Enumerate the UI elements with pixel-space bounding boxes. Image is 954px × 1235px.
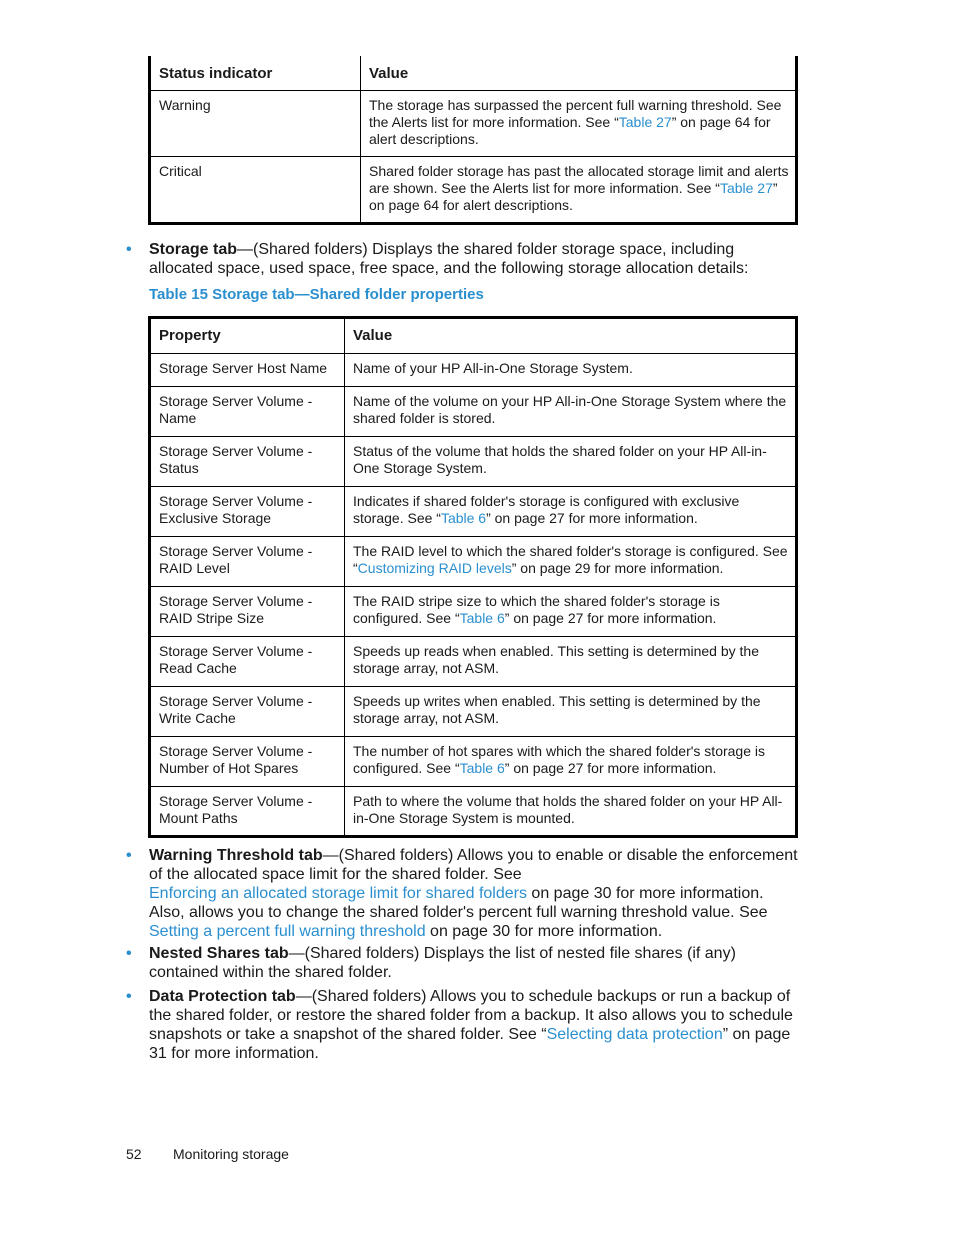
value-cell: Speeds up reads when enabled. This setting is determined by the storage array, not ASM. xyxy=(345,637,797,687)
nested-shares-tab-label: Nested Shares tab xyxy=(149,945,289,962)
table-row xyxy=(150,787,797,837)
warning-threshold-tab-label: Warning Threshold tab xyxy=(149,847,323,864)
table-row xyxy=(150,687,797,737)
storage-tab-description: —(Shared folders) Displays the shared folder storage space, including allocated space, used space, free space, and the following storage allocation details: xyxy=(149,241,749,277)
selecting-data-protection-link[interactable]: Selecting data protection xyxy=(546,1026,723,1043)
storage-properties-table xyxy=(148,316,798,838)
table-row xyxy=(150,737,797,787)
page-number: 52 xyxy=(126,1146,142,1162)
bullet-icon: • xyxy=(126,988,132,1005)
table-row xyxy=(150,637,797,687)
table-6-link[interactable]: Table 6 xyxy=(440,510,487,526)
storage-tab-label: Storage tab xyxy=(149,241,238,258)
property-cell: Storage Server Volume - RAID Level xyxy=(150,537,345,587)
status-value-cell: Shared folder storage has past the allocated storage limit and alerts are shown. See the Alerts list for more information. See “Table 27” on page 64 for alert descriptions. xyxy=(369,162,789,213)
bullet-icon: • xyxy=(126,847,132,864)
property-cell: Storage Server Volume - Number of Hot Spares xyxy=(150,737,345,787)
value-cell: The RAID stripe size to which the shared folder's storage is configured. See “Table 6” on page 27 for more information. xyxy=(345,587,797,637)
value-cell: Name of your HP All-in-One Storage System. xyxy=(345,354,797,387)
table-row xyxy=(150,487,797,537)
table-row xyxy=(150,90,797,156)
value-cell: The number of hot spares with which the shared folder's storage is configured. See “Table 6” on page 27 for more information. xyxy=(345,737,797,787)
value-cell: Indicates if shared folder's storage is configured with exclusive storage. See “Table 6” on page 27 for more information. xyxy=(345,487,797,537)
table-6-link[interactable]: Table 6 xyxy=(459,610,505,626)
status-value-cell: The storage has surpassed the percent full warning threshold. See the Alerts list for more information. See “Table 27” on page 64 for alert descriptions. xyxy=(361,90,797,156)
footer-section-title: Monitoring storage xyxy=(173,1146,289,1162)
table-27-link[interactable]: Table 27 xyxy=(719,179,773,196)
table-row xyxy=(150,354,797,387)
table-header-property: Property xyxy=(150,318,345,354)
customizing-raid-levels-link[interactable]: Customizing RAID levels xyxy=(357,560,512,576)
table-row xyxy=(150,437,797,487)
table-27-link[interactable]: Table 27 xyxy=(618,113,672,130)
setting-warning-threshold-link[interactable]: Setting a percent full warning threshold xyxy=(149,923,426,940)
table-header-status-indicator: Status indicator xyxy=(150,56,361,90)
property-cell: Storage Server Volume - Write Cache xyxy=(150,687,345,737)
property-cell: Storage Server Host Name xyxy=(150,354,345,387)
property-cell: Storage Server Volume - Exclusive Storage xyxy=(150,487,345,537)
enforcing-storage-limit-link[interactable]: Enforcing an allocated storage limit for shared folders xyxy=(149,885,527,902)
value-cell: Path to where the volume that holds the shared folder on your HP All-in-One Storage System is mounted. xyxy=(353,793,783,826)
property-cell: Storage Server Volume - RAID Stripe Size xyxy=(150,587,345,637)
bullet-icon: • xyxy=(126,241,132,258)
status-indicator-table xyxy=(148,56,798,225)
data-protection-tab-label: Data Protection tab xyxy=(149,988,296,1005)
table-row xyxy=(150,156,797,223)
table-header-value: Value xyxy=(361,56,797,90)
table-header-value: Value xyxy=(345,318,797,354)
status-indicator-cell: Warning xyxy=(150,90,361,156)
property-cell: Storage Server Volume - Status xyxy=(150,437,345,487)
table-6-link[interactable]: Table 6 xyxy=(459,760,505,776)
status-indicator-cell: Critical xyxy=(150,156,361,223)
property-cell: Storage Server Volume - Name xyxy=(150,387,345,437)
property-cell: Storage Server Volume - Mount Paths xyxy=(150,787,345,837)
table-caption: Table 15 Storage tab—Shared folder properties xyxy=(149,286,484,303)
value-cell: Speeds up writes when enabled. This setting is determined by the storage array, not ASM. xyxy=(345,687,797,737)
table-row xyxy=(150,587,797,637)
value-cell: Name of the volume on your HP All-in-One Storage System where the shared folder is stored. xyxy=(345,387,797,437)
table-row xyxy=(150,387,797,437)
property-cell: Storage Server Volume - Read Cache xyxy=(150,637,345,687)
bullet-icon: • xyxy=(126,945,132,962)
value-cell: Status of the volume that holds the shared folder on your HP All-in-One Storage System. xyxy=(345,437,797,487)
value-cell: The RAID level to which the shared folder's storage is configured. See “Customizing RAID levels” on page 29 for more information. xyxy=(345,537,797,587)
table-row xyxy=(150,537,797,587)
